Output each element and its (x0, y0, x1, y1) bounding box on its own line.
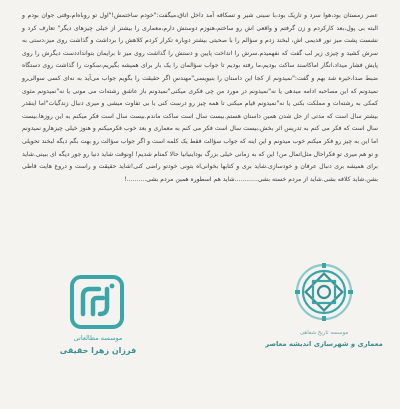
right-logo-subtitle: موسسه تاریخ شفاهی (299, 330, 349, 336)
left-logo-name: فرزان زهرا حقیقی (59, 346, 137, 355)
right-logo (265, 262, 383, 382)
farzan-logo-icon (69, 274, 125, 330)
right-logo-title: معماری و شهرسازی اندیشه معاصر (265, 340, 383, 348)
left-logo (42, 274, 154, 374)
body-text-block (22, 10, 378, 186)
left-logo-label: موسسه مطالعاتی (73, 334, 123, 342)
body-paragraph: عصر زمستان بود،هوا سرد و تاریک بود،با سینی شیر و تسکافه آمد داخل اتاق،میگفت:"خودم ساختمش!"اول تو روباه‌ام،وقتی جوان بودم و البته بی پول،بعد کارکردم و زن گرفتم و واقعی اش رو ساختم،هنوزم دوستش دارم،معماری را بیشتر از خیلی چیزهای دیگر" تعارف کرد و نشست پشت میز نور قدیمی اش، لبخند زدم و سؤالم را با صحبتی بیشتر دوباره تکرار کردم کلاهش را برداشت و گذاشت روی میز،دستی به سرش کشید و چیزی زیر لب گفت که نفهمیدم.سرش را انداخت پایین و دستش را گذاشت روی میز تا برایمان بتوانداددست دیگرش را روی پایش فشار میداد،انگار اماکاسند ساکت بودیم،ما رفته بودیم تا جواب سؤالمان را یک بار برای همیشه بگیریم،سکوت را گذاشت روی دستگاه ضبط صدا،خیره شد بهم و گفت:"نمیدونم از کجا این داستان را بنیویسی"مهندس اگر حقیقت را بگویم جواب می‌آید به نه‌ای کسی سوالی‌رو نمیدونم که این مصاحبه ادامه میدهی یا نه"نمیدونم در مورد من چی فکری میکنی"نمیدونم باز عاشق رشته‌ات می مونی یا نه"نمیدونم مثوی کمکی به رشته‌ات و مملکت بکنی یا نه"نمیدونم قیام میکنی تا همه چیز رو درست کنی یا بی تفاوت میشی و میری دنبال زندگیات"اما اینقدر بیشتر سال است که مدتی از حل شدن همین داستان هستم.بیست سال است ساکت ماندم.بیست سال است فکر میکنم به این روزها.بیست سال است که فکر می کنم به تدریس اثر بخش.بیست سال است فکر می کنم به معماری و بعد خوب فکرمیکنم و هنوز خیلی چیزهارو نمیدونم اما این به چیز رو فکر میکنم خوب میدونم و این اینه که جواب سؤالت فقط یک کلمه است و اگر جواب سؤالت رو بهت بگم دیگه لبخند تحویلی و تو هم میری تو فکراحال مثل‌اتمال من! این که به زمانی خیلی بزرگ بوداینیانیا حالا کمتام شدیم! اونوقت شاید دنیا رو جور دیگه ای ببینی.شاید برای همیشه بری دنبال عرفان و خودسازی.شاید بری و کتابها بخوانی‌اه بتونی خودتو راضی کنی!شاید حقیقت و راست و دروغ هایت قاطی بشن.شاید کلافه بشی.شاید از مردم خسته بشی............شاید هم اسطوره همین مردم بشی..........! (22, 12, 378, 183)
geometric-seal-icon (294, 262, 354, 322)
